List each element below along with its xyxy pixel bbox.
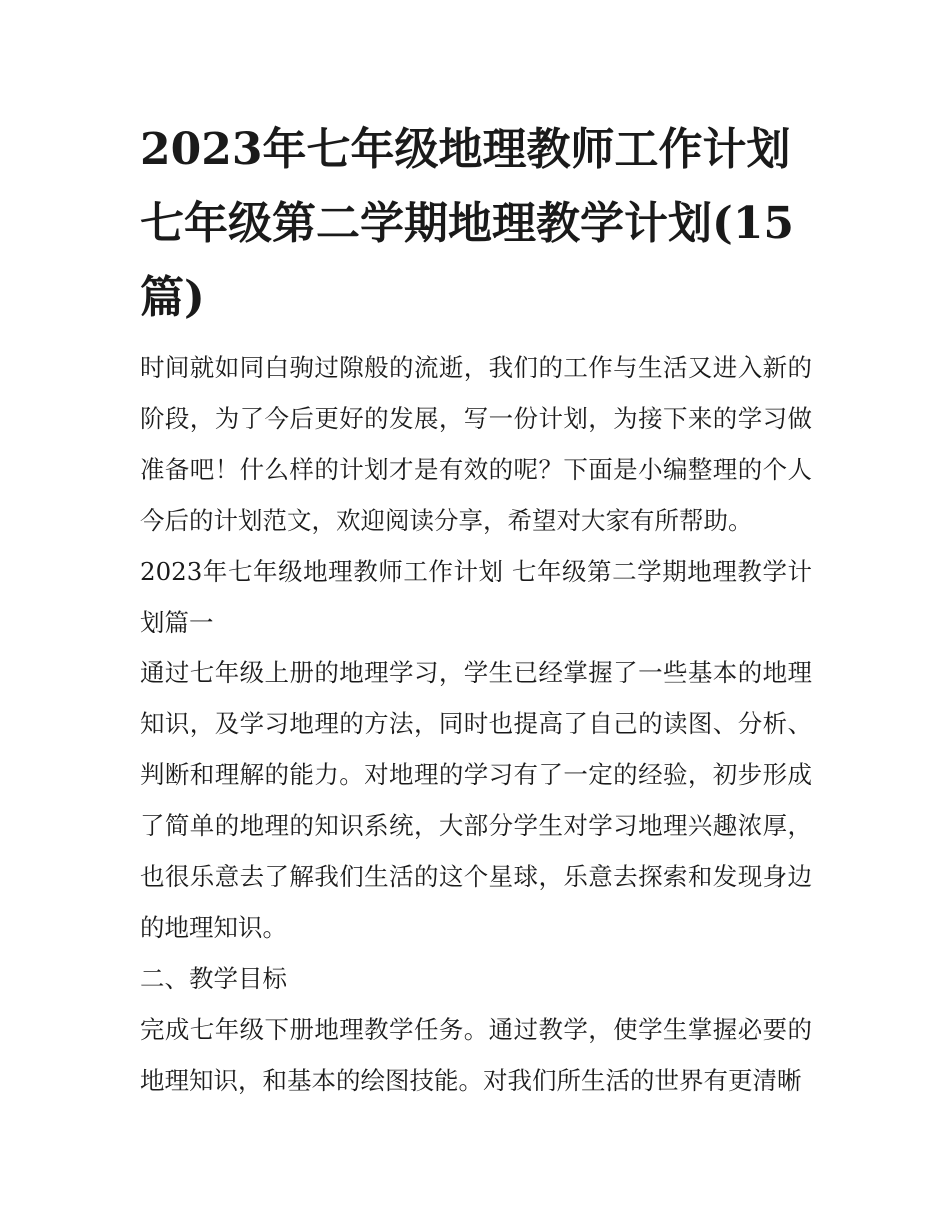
document-page <box>140 113 812 1107</box>
document-title: 2023年七年级地理教师工作计划 七年级第二学期地理教学计划(15篇) <box>140 124 795 323</box>
body-paragraph-teaching-goals: 完成七年级下册地理教学任务。通过教学，使学生掌握必要的地理知识，和基本的绘图技能。对我们所生活的世界有更清晰 <box>140 1014 812 1095</box>
section-heading-plan-one: 2023年七年级地理教师工作计划 七年级第二学期地理教学计划篇一 <box>140 556 812 637</box>
intro-paragraph: 时间就如同白驹过隙般的流逝，我们的工作与生活又进入新的阶段，为了今后更好的发展，写一份计划，为接下来的学习做准备吧！什么样的计划才是有效的呢？下面是小编整理的个人今后的计划范文，欢迎阅读分享，希望对大家有所帮助。 <box>140 353 812 535</box>
section-heading-teaching-goals: 二、教学目标 <box>140 963 287 993</box>
body-paragraph-student-analysis: 通过七年级上册的地理学习，学生已经掌握了一些基本的地理知识，及学习地理的方法，同时也提高了自己的读图、分析、判断和理解的能力。对地理的学习有了一定的经验，初步形成了简单的地理的知识系统，大部分学生对学习地理兴趣浓厚，也很乐意去了解我们生活的这个星球，乐意去探索和发现身边的地理知识。 <box>140 658 812 942</box>
